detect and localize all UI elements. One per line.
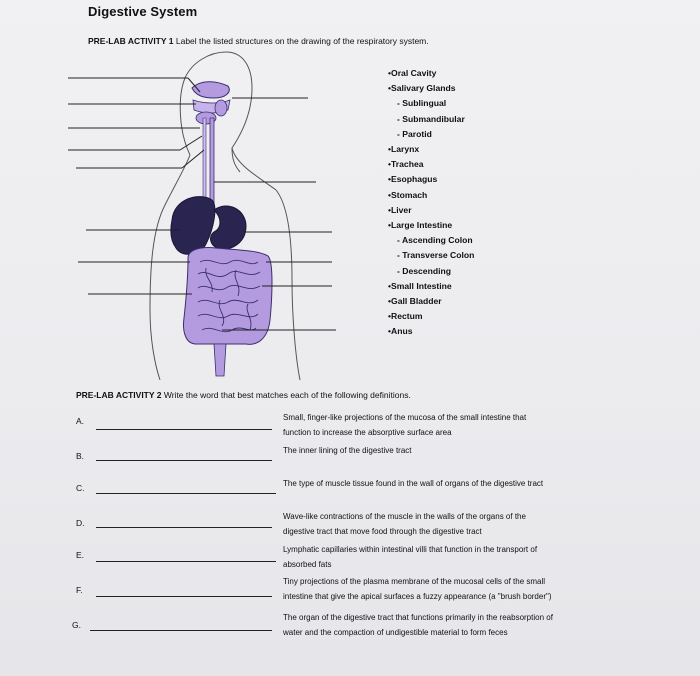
structure-item: • Trachea	[388, 157, 474, 172]
answer-blank-d[interactable]	[96, 527, 272, 528]
definition-line: absorbed fats	[283, 559, 332, 569]
leader-line	[180, 136, 202, 150]
structure-item: • Salivary Glands	[388, 81, 474, 96]
question-letter-b: B.	[76, 451, 85, 461]
structure-item: - Submandibular	[388, 112, 474, 127]
definition-line: The organ of the digestive tract that functions primarily in the reabsorption of	[283, 613, 553, 622]
activity1-label: PRE-LAB ACTIVITY 1	[88, 36, 174, 46]
definition-line: Wave-like contractions of the muscle in the walls of the organs of the	[283, 512, 526, 521]
definition-f	[283, 575, 643, 604]
question-letter-a: A.	[76, 416, 85, 426]
question-letter-g: G.	[72, 620, 81, 630]
leader-line	[188, 78, 200, 92]
definition-line: Lymphatic capillaries within intestinal villi that function in the transport of	[283, 545, 538, 554]
structure-item: • Small Intestine	[388, 279, 474, 294]
question-letter-c: C.	[76, 483, 85, 493]
structure-item: • Stomach	[388, 188, 474, 203]
structure-item: • Larynx	[388, 142, 474, 157]
answer-blank-a[interactable]	[96, 429, 272, 430]
structure-item: • Anus	[388, 324, 474, 339]
definition-line: Tiny projections of the plasma membrane of the mucosal cells of the small	[283, 577, 546, 586]
structure-item: • Oral Cavity	[388, 66, 474, 81]
structure-item: • Gall Bladder	[388, 294, 474, 309]
definition-line: function to increase the absorptive surface area	[283, 427, 452, 437]
page-title: Digestive System	[88, 4, 198, 19]
definition-line: intestine that give the apical surfaces a fuzzy appearance (a "brush border")	[283, 591, 552, 601]
activity2-text: Write the word that best matches each of the following definitions.	[163, 390, 411, 400]
definition-line: Small, finger-like projections of the mucosa of the small intestine that	[283, 413, 527, 422]
definition-line: The type of muscle tissue found in the wall of organs of the digestive tract	[283, 479, 544, 488]
definition-d	[283, 510, 643, 539]
question-letter-e: E.	[76, 550, 85, 560]
structure-item: - Sublingual	[388, 96, 474, 111]
structure-item: • Esophagus	[388, 172, 474, 187]
structure-item: • Liver	[388, 203, 474, 218]
structure-item: - Transverse Colon	[388, 248, 474, 263]
structure-item: - Parotid	[388, 127, 474, 142]
structure-item: • Large Intestine	[388, 218, 474, 233]
question-letter-f: F.	[76, 585, 83, 595]
answer-blank-e[interactable]	[96, 561, 276, 562]
answer-blank-c[interactable]	[96, 493, 276, 494]
answer-blank-b[interactable]	[96, 460, 272, 461]
question-letter-d: D.	[76, 518, 85, 528]
structure-item: • Rectum	[388, 309, 474, 324]
answer-blank-g[interactable]	[90, 630, 272, 631]
activity1-text: Label the listed structures on the drawing of the respiratory system.	[175, 36, 429, 46]
structures-list	[388, 66, 474, 340]
definition-c	[283, 477, 643, 492]
definition-line: digestive tract that move food through the digestive tract	[283, 526, 482, 536]
activity2-label: PRE-LAB ACTIVITY 2	[76, 390, 162, 400]
definition-b	[283, 444, 643, 459]
definition-line: water and the compaction of undigestible material to form feces	[283, 627, 508, 637]
definition-a	[283, 411, 643, 440]
structure-item: - Ascending Colon	[388, 233, 474, 248]
leader-line	[182, 150, 204, 168]
definition-e	[283, 543, 643, 572]
definition-line: The inner lining of the digestive tract	[283, 446, 412, 455]
definition-g	[283, 611, 643, 640]
activity2-instructions	[76, 390, 411, 400]
answer-blank-f[interactable]	[96, 596, 272, 597]
structure-item: - Descending	[388, 264, 474, 279]
